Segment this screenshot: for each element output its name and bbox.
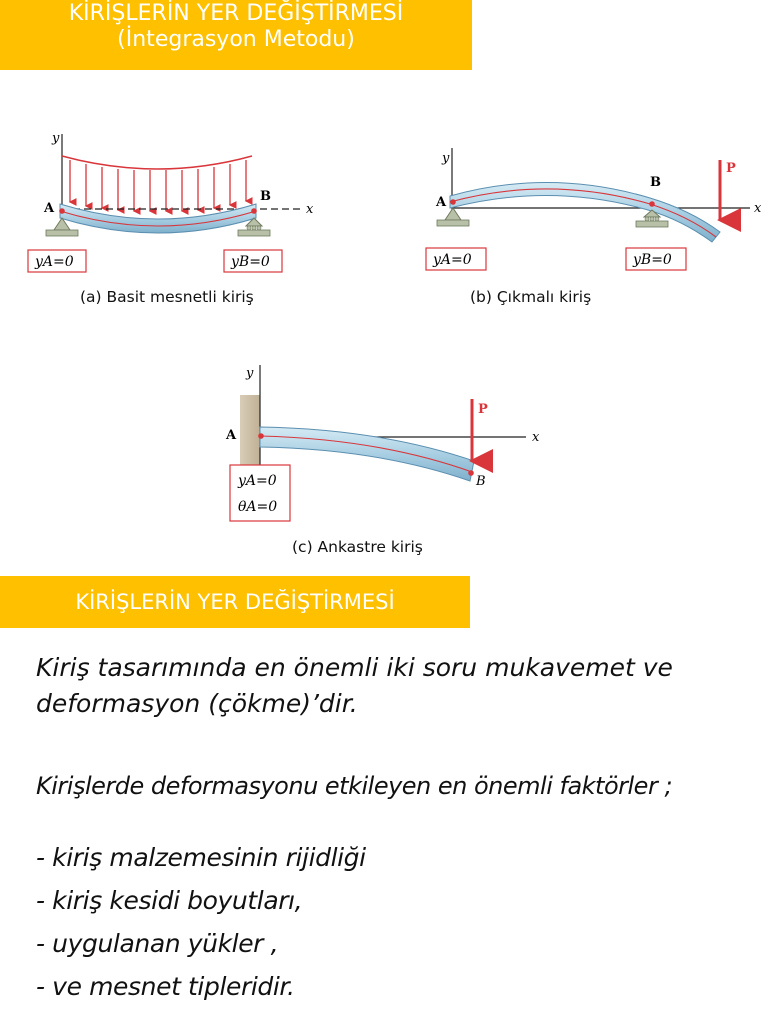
bc-text-a2: θA=0 [238, 499, 278, 515]
title-banner [0, 0, 472, 70]
page-title: KİRİŞLERİN YER DEĞİŞTİRMESİ [68, 1, 404, 26]
y-axis-label: y [246, 366, 254, 381]
point-a-label: A [436, 195, 447, 210]
caption-c: (c) Ankastre kiriş [292, 538, 423, 556]
point-b-label: B [650, 175, 661, 190]
y-axis-label: y [52, 131, 60, 146]
bc-text-a1: yA=0 [238, 473, 277, 489]
point-a-marker [59, 208, 65, 214]
point-b-label: B [476, 474, 486, 489]
intro-line-2: deformasyon (çökme)’dir. [36, 689, 358, 718]
beam [260, 427, 474, 481]
list-item: - uygulanan yükler , [36, 929, 279, 958]
point-b-marker [251, 208, 257, 214]
list-item: - kiriş kesidi boyutları, [36, 886, 303, 915]
pin-support-a [437, 208, 469, 226]
distributed-load-arrows [70, 160, 246, 211]
point-b-marker [468, 470, 474, 476]
page-subtitle: (İntegrasyon Metodu) [117, 27, 355, 52]
point-a-label: A [44, 201, 55, 216]
list-item: - ve mesnet tipleridir. [36, 972, 295, 1001]
load-label: P [726, 161, 736, 176]
x-axis-label: x [532, 430, 540, 445]
bc-text-b: yB=0 [633, 252, 672, 268]
figure-simply-supported-beam [0, 120, 360, 290]
factors-list [36, 836, 366, 1008]
x-axis-label: x [306, 202, 314, 217]
bc-text-a: yA=0 [433, 252, 472, 268]
point-a-label: A [226, 428, 237, 443]
factors-title: Kirişlerde deformasyonu etkileyen en önemli faktörler ; [36, 772, 673, 800]
figure-cantilever-beam [210, 355, 560, 535]
caption-a: (a) Basit mesnetli kiriş [80, 288, 254, 306]
list-item: - kiriş malzemesinin rijidliği [36, 843, 366, 872]
x-axis-label: x [754, 201, 762, 216]
figure-overhanging-beam [400, 140, 768, 290]
section-title: KİRİŞLERİN YER DEĞİŞTİRMESİ [75, 590, 395, 614]
intro-line-1: Kiriş tasarımında en önemli iki soru mukavemet ve [36, 653, 673, 682]
distributed-load-line [62, 156, 252, 169]
point-b-label: B [260, 189, 271, 204]
point-a-marker [450, 199, 456, 205]
y-axis-label: y [442, 151, 450, 166]
point-a-marker [258, 433, 264, 439]
caption-b: (b) Çıkmalı kiriş [470, 288, 592, 306]
bc-text-a: yA=0 [35, 254, 74, 270]
load-label: P [478, 402, 488, 417]
point-b-marker [649, 201, 655, 207]
bc-text-b: yB=0 [231, 254, 270, 270]
section-banner [0, 576, 470, 628]
intro-text [36, 650, 673, 722]
